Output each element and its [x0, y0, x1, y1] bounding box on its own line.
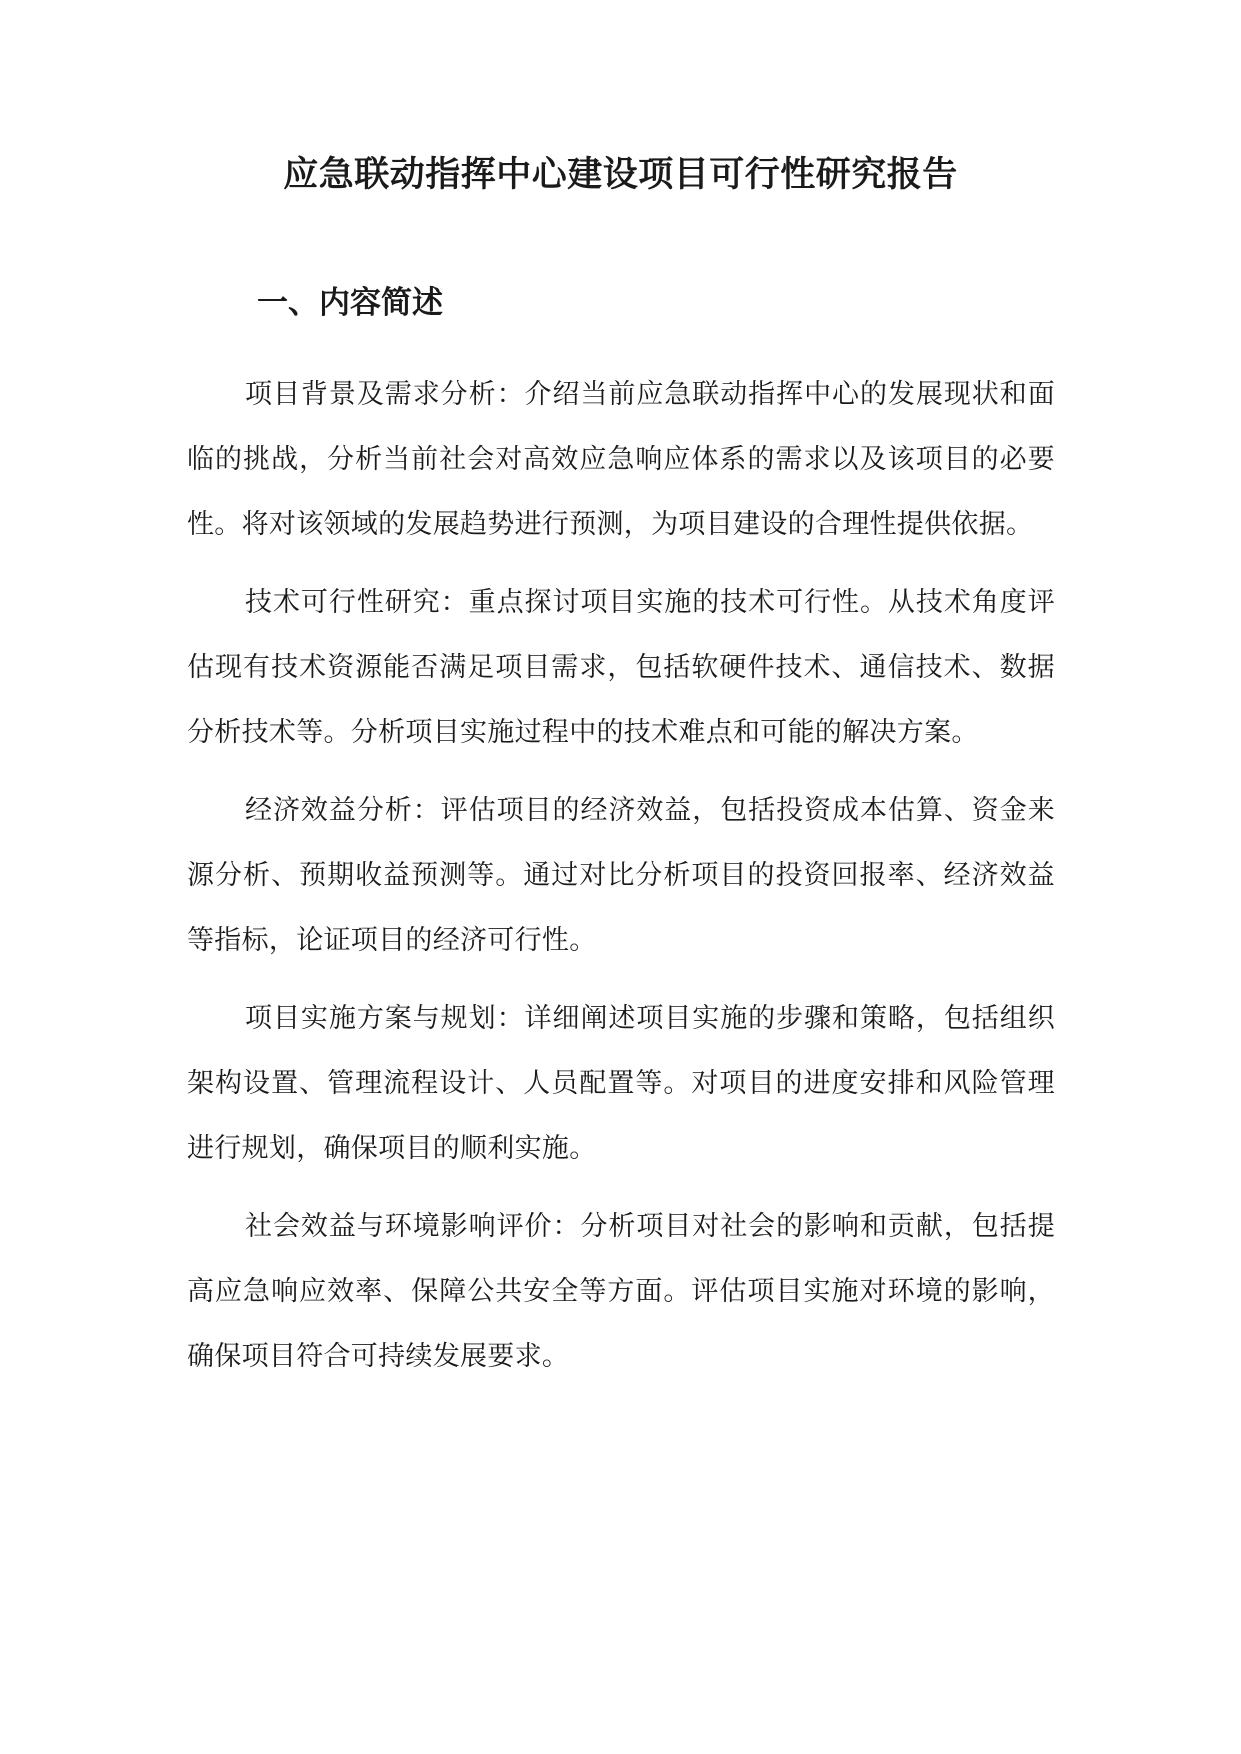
document-title: 应急联动指挥中心建设项目可行性研究报告: [283, 155, 958, 195]
paragraph-background: 项目背景及需求分析：介绍当前应急联动指挥中心的发展现状和面临的挑战，分析当前社会对高效应急响应体系的需求以及该项目的必要性。将对该领域的发展趋势进行预测，为项目建设的合理性提供依据。: [187, 379, 1055, 540]
paragraph-technical: 技术可行性研究：重点探讨项目实施的技术可行性。从技术角度评估现有技术资源能否满足项目需求，包括软硬件技术、通信技术、数据分析技术等。分析项目实施过程中的技术难点和可能的解决方案。: [187, 587, 1055, 748]
section-heading: 一、内容简述: [257, 285, 443, 321]
paragraph-implementation: 项目实施方案与规划：详细阐述项目实施的步骤和策略，包括组织架构设置、管理流程设计、人员配置等。对项目的进度安排和风险管理进行规划，确保项目的顺利实施。: [187, 1003, 1055, 1164]
section-body: [187, 362, 1055, 1389]
paragraph-social-environment: 社会效益与环境影响评价：分析项目对社会的影响和贡献，包括提高应急响应效率、保障公共安全等方面。评估项目实施对环境的影响，确保项目符合可持续发展要求。: [187, 1211, 1055, 1372]
paragraph-economic: 经济效益分析：评估项目的经济效益，包括投资成本估算、资金来源分析、预期收益预测等。通过对比分析项目的投资回报率、经济效益等指标，论证项目的经济可行性。: [187, 795, 1055, 956]
